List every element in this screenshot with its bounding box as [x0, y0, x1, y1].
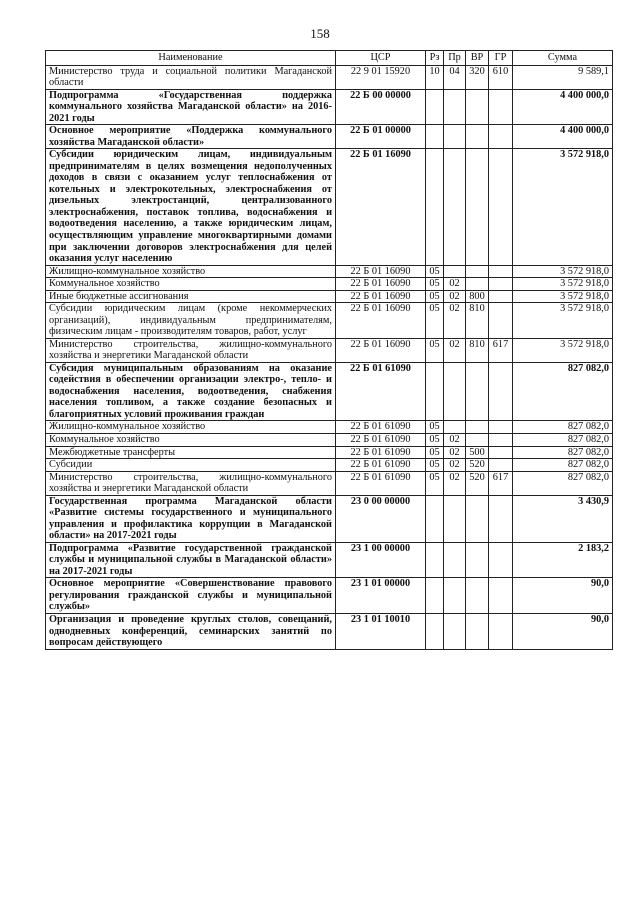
row-rz: 05: [426, 459, 444, 472]
row-pr: [444, 362, 466, 421]
row-csr: 22 Б 01 16090: [336, 290, 426, 303]
row-vr: 520: [466, 459, 489, 472]
row-pr: [444, 265, 466, 278]
header-gr: ГР: [489, 51, 513, 66]
row-sum: 4 400 000,0: [513, 125, 613, 149]
row-vr: [466, 278, 489, 291]
row-rz: 05: [426, 471, 444, 495]
row-vr: 810: [466, 338, 489, 362]
row-csr: 22 Б 01 16090: [336, 278, 426, 291]
header-rz: Рз: [426, 51, 444, 66]
table-row: [46, 89, 613, 125]
table-row: [46, 421, 613, 434]
row-rz: [426, 149, 444, 265]
row-rz: 05: [426, 338, 444, 362]
row-pr: [444, 89, 466, 125]
row-rz: 05: [426, 303, 444, 339]
row-sum: 827 082,0: [513, 446, 613, 459]
table-header-row: [46, 51, 613, 66]
row-sum: 3 572 918,0: [513, 338, 613, 362]
row-sum: 3 430,9: [513, 495, 613, 542]
table-row: [46, 578, 613, 614]
row-name: Субсидии: [46, 459, 336, 472]
row-pr: 02: [444, 434, 466, 447]
row-csr: 22 Б 01 16090: [336, 265, 426, 278]
table-row: [46, 471, 613, 495]
table-row: [46, 303, 613, 339]
row-gr: 617: [489, 471, 513, 495]
budget-table: [45, 50, 613, 650]
table-row: [46, 338, 613, 362]
row-pr: [444, 421, 466, 434]
row-gr: [489, 265, 513, 278]
row-rz: 05: [426, 446, 444, 459]
row-vr: 500: [466, 446, 489, 459]
row-rz: [426, 613, 444, 649]
table-body: [46, 65, 613, 649]
table-row: [46, 125, 613, 149]
row-rz: 05: [426, 290, 444, 303]
header-csr: ЦСР: [336, 51, 426, 66]
row-name: Субсидии юридическим лицам, индивидуальным предпринимателям в целях возмещения недополученных доходов в связи с оказанием услуг теплоснабжения от котельных и электрокотельных, электроснабжения от дизельных электростанций, централизованного электроснабжения, поставок топлива, водоснабжения и водоотведения населению, а также юридическим лицам, осуществляющим управление многоквартирными домами при заключении договоров электроснабжения для целей оказания услуг населению: [46, 149, 336, 265]
row-sum: 3 572 918,0: [513, 265, 613, 278]
table-row: [46, 613, 613, 649]
row-gr: 610: [489, 65, 513, 89]
table-row: [46, 362, 613, 421]
row-name: Иные бюджетные ассигнования: [46, 290, 336, 303]
row-pr: 02: [444, 338, 466, 362]
row-csr: 22 Б 01 00000: [336, 125, 426, 149]
row-vr: [466, 542, 489, 578]
row-name: Организация и проведение круглых столов, совещаний, однодневных конференций, семинарских занятий по вопросам действующего: [46, 613, 336, 649]
row-vr: [466, 421, 489, 434]
table-row: [46, 434, 613, 447]
row-pr: [444, 495, 466, 542]
row-csr: 23 1 01 00000: [336, 578, 426, 614]
row-gr: [489, 303, 513, 339]
row-rz: [426, 542, 444, 578]
row-rz: [426, 89, 444, 125]
row-rz: 05: [426, 265, 444, 278]
row-csr: 22 Б 01 16090: [336, 303, 426, 339]
table-row: [46, 290, 613, 303]
row-vr: [466, 149, 489, 265]
row-sum: 3 572 918,0: [513, 278, 613, 291]
row-rz: [426, 362, 444, 421]
row-csr: 22 Б 01 61090: [336, 421, 426, 434]
row-sum: 3 572 918,0: [513, 149, 613, 265]
row-sum: 827 082,0: [513, 434, 613, 447]
header-name: Наименование: [46, 51, 336, 66]
row-name: Коммунальное хозяйство: [46, 434, 336, 447]
row-gr: [489, 542, 513, 578]
row-gr: [489, 290, 513, 303]
row-sum: 3 572 918,0: [513, 303, 613, 339]
table-row: [46, 446, 613, 459]
row-pr: [444, 149, 466, 265]
row-pr: 02: [444, 303, 466, 339]
row-name: Министерство труда и социальной политики Магаданской области: [46, 65, 336, 89]
row-vr: [466, 265, 489, 278]
row-name: Министерство строительства, жилищно-коммунального хозяйства и энергетики Магаданской области: [46, 338, 336, 362]
row-sum: 827 082,0: [513, 459, 613, 472]
row-pr: [444, 613, 466, 649]
table-row: [46, 495, 613, 542]
row-name: Субсидии юридическим лицам (кроме некоммерческих организаций), индивидуальным предпринимателям, физическим лицам - производителям товаров, работ, услуг: [46, 303, 336, 339]
table-row: [46, 65, 613, 89]
table-row: [46, 459, 613, 472]
row-vr: 320: [466, 65, 489, 89]
row-vr: [466, 362, 489, 421]
row-name: Подпрограмма «Развитие государственной гражданской службы и муниципальной службы в Магаданской области» на 2017-2021 годы: [46, 542, 336, 578]
table-row: [46, 278, 613, 291]
row-vr: 800: [466, 290, 489, 303]
row-sum: 90,0: [513, 613, 613, 649]
row-vr: [466, 89, 489, 125]
row-gr: [489, 421, 513, 434]
row-pr: [444, 125, 466, 149]
row-gr: [489, 149, 513, 265]
row-pr: 02: [444, 290, 466, 303]
row-csr: 23 0 00 00000: [336, 495, 426, 542]
row-pr: 02: [444, 471, 466, 495]
row-name: Министерство строительства, жилищно-коммунального хозяйства и энергетики Магаданской области: [46, 471, 336, 495]
row-rz: [426, 495, 444, 542]
row-sum: 827 082,0: [513, 471, 613, 495]
row-name: Жилищно-коммунальное хозяйство: [46, 421, 336, 434]
row-name: Субсидия муниципальным образованиям на оказание содействия в обеспечении организации электро-, тепло- и водоснабжения населения, водоотведения, снабжения населения топливом, а также создание безопасных и благоприятных условий проживания граждан: [46, 362, 336, 421]
row-name: Жилищно-коммунальное хозяйство: [46, 265, 336, 278]
row-sum: 3 572 918,0: [513, 290, 613, 303]
row-vr: [466, 434, 489, 447]
row-gr: [489, 125, 513, 149]
row-rz: 05: [426, 278, 444, 291]
page-number: 158: [310, 26, 330, 41]
row-sum: 9 589,1: [513, 65, 613, 89]
row-pr: 02: [444, 459, 466, 472]
row-vr: [466, 613, 489, 649]
row-gr: [489, 278, 513, 291]
row-csr: 22 Б 01 16090: [336, 338, 426, 362]
row-gr: [489, 362, 513, 421]
row-name: Основное мероприятие «Совершенствование правового регулирования гражданской службы и муниципальной службы»: [46, 578, 336, 614]
header-pr: Пр: [444, 51, 466, 66]
row-csr: 23 1 00 00000: [336, 542, 426, 578]
row-sum: 90,0: [513, 578, 613, 614]
header-vr: ВР: [466, 51, 489, 66]
row-name: Межбюджетные трансферты: [46, 446, 336, 459]
row-gr: [489, 434, 513, 447]
row-rz: 10: [426, 65, 444, 89]
row-vr: 810: [466, 303, 489, 339]
row-gr: [489, 495, 513, 542]
row-csr: 22 Б 01 16090: [336, 149, 426, 265]
row-csr: 22 Б 01 61090: [336, 434, 426, 447]
table-row: [46, 149, 613, 265]
row-name: Государственная программа Магаданской области «Развитие системы государственного и муниципального управления и профилактика коррупции в Магаданской области» на 2017-2021 годы: [46, 495, 336, 542]
row-csr: 23 1 01 10010: [336, 613, 426, 649]
row-vr: [466, 125, 489, 149]
row-pr: [444, 542, 466, 578]
row-rz: 05: [426, 434, 444, 447]
row-gr: [489, 446, 513, 459]
row-sum: 4 400 000,0: [513, 89, 613, 125]
table-row: [46, 542, 613, 578]
row-rz: [426, 125, 444, 149]
row-pr: [444, 578, 466, 614]
row-csr: 22 9 01 15920: [336, 65, 426, 89]
row-name: Основное мероприятие «Поддержка коммунального хозяйства Магаданской области»: [46, 125, 336, 149]
row-csr: 22 Б 01 61090: [336, 446, 426, 459]
row-gr: [489, 613, 513, 649]
row-rz: [426, 578, 444, 614]
row-gr: 617: [489, 338, 513, 362]
row-name: Подпрограмма «Государственная поддержка коммунального хозяйства Магаданской области» на 2016-2021 годы: [46, 89, 336, 125]
row-gr: [489, 578, 513, 614]
row-pr: 02: [444, 278, 466, 291]
row-csr: 22 Б 01 61090: [336, 471, 426, 495]
row-csr: 22 Б 01 61090: [336, 362, 426, 421]
row-pr: 04: [444, 65, 466, 89]
row-pr: 02: [444, 446, 466, 459]
row-vr: [466, 495, 489, 542]
row-vr: [466, 578, 489, 614]
row-name: Коммунальное хозяйство: [46, 278, 336, 291]
row-sum: 2 183,2: [513, 542, 613, 578]
row-sum: 827 082,0: [513, 421, 613, 434]
row-vr: 520: [466, 471, 489, 495]
row-csr: 22 Б 00 00000: [336, 89, 426, 125]
row-gr: [489, 89, 513, 125]
row-csr: 22 Б 01 61090: [336, 459, 426, 472]
table-row: [46, 265, 613, 278]
row-sum: 827 082,0: [513, 362, 613, 421]
row-gr: [489, 459, 513, 472]
header-sum: Сумма: [513, 51, 613, 66]
row-rz: 05: [426, 421, 444, 434]
